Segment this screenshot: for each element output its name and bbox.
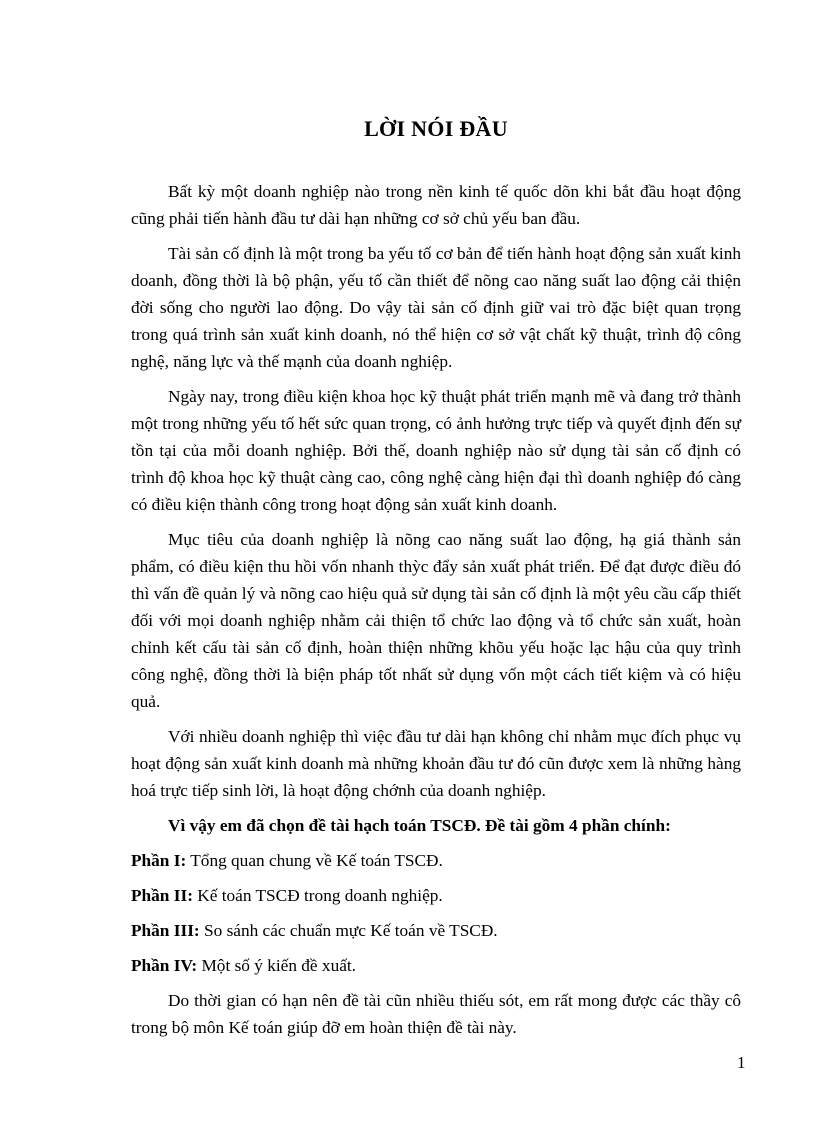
intro-line: Vì vậy em đã chọn đề tài hạch toán TSCĐ. Đề tài gồm 4 phần chính: <box>168 816 671 835</box>
part-text: Kế toán TSCĐ trong doanh nghiệp. <box>192 886 443 905</box>
part-label: Phần IV: <box>131 956 198 975</box>
part-text: Tổng quan chung về Kế toán TSCĐ. <box>186 851 443 870</box>
part-label: Phần II: <box>131 886 193 905</box>
paragraph-1: Bất kỳ một doanh nghiệp nào trong nền kinh tế quốc dõn khi bắt đầu hoạt động cũng phải tiến hành đầu tư dài hạn những cơ sở chủ yếu ban đầu. <box>131 182 741 228</box>
paragraph-4: Mục tiêu của doanh nghiệp là nõng cao năng suất lao động, hạ giá thành sản phẩm, có điều kiện thu hồi vốn nhanh thỳc đẩy sản xuất phát triển. Để đạt được điều đó thì vấn đề quản lý và nõng cao hiệu quả sử dụng tài sản cố định là một yêu cầu cấp thiết đối với mọi doanh nghiệp nhằm cải thiện tổ chức lao động và tổ chức sản xuất, hoàn chỉnh kết cấu tài sản cố định, hoàn thiện những khõu yếu hoặc lạc hậu của quy trình công nghệ, đồng thời là biện pháp tốt nhất sử dụng vốn một cách tiết kiệm và có hiệu quả. <box>131 530 741 711</box>
paragraph-5: Với nhiều doanh nghiệp thì việc đầu tư dài hạn không chỉ nhằm mục đích phục vụ hoạt động sản xuất kinh doanh mà những khoản đầu tư đó cũn được xem là những hàng hoá trực tiếp sinh lời, là hoạt động chớnh của doanh nghiệp. <box>131 727 741 800</box>
part-item <box>131 917 741 944</box>
page-number: 1 <box>737 1053 746 1072</box>
paragraph-2: Tài sản cố định là một trong ba yếu tố cơ bản để tiến hành hoạt động sản xuất kinh doanh, đồng thời là bộ phận, yếu tố cần thiết để nõng cao năng suất lao động cải thiện đời sống cho người lao động. Do vậy tài sản cố định giữ vai trò đặc biệt quan trọng trong quá trình sản xuất kinh doanh, nó thể hiện cơ sở vật chất kỹ thuật, trình độ công nghệ, năng lực và thế mạnh của doanh nghiệp. <box>131 244 741 371</box>
part-label: Phần I: <box>131 851 187 870</box>
part-item <box>131 847 741 874</box>
document-page <box>131 0 741 1123</box>
part-text: Một số ý kiến đề xuất. <box>197 956 356 975</box>
part-item <box>131 882 741 909</box>
paragraph-3: Ngày nay, trong điều kiện khoa học kỹ thuật phát triển mạnh mẽ và đang trở thành một trong những yếu tố hết sức quan trọng, có ảnh hưởng trực tiếp và quyết định đến sự tồn tại của mỗi doanh nghiệp. Bởi thế, doanh nghiệp nào sử dụng tài sản cố định có trình độ khoa học kỹ thuật càng cao, công nghệ càng hiện đại thì doanh nghiệp đó càng có điều kiện thành công trong hoạt động sản xuất kinh doanh. <box>131 387 741 514</box>
part-label: Phần III: <box>131 921 200 940</box>
document-body <box>131 178 741 1049</box>
part-item <box>131 952 741 979</box>
page-title: LỜI NÓI ĐẦU <box>364 116 508 141</box>
part-text: So sánh các chuẩn mực Kế toán về TSCĐ. <box>199 921 498 940</box>
closing-paragraph: Do thời gian có hạn nên đề tài cũn nhiều thiếu sót, em rất mong được các thầy cô trong bộ môn Kế toán giúp đỡ em hoàn thiện đề tài này. <box>131 991 741 1037</box>
